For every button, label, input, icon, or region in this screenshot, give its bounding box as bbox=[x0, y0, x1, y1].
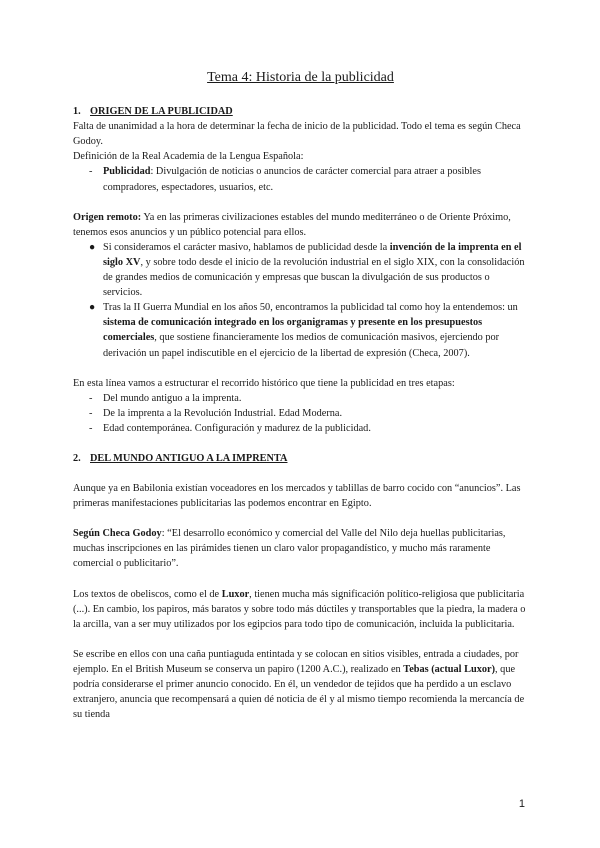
bold-label: Según Checa Godoy bbox=[73, 528, 162, 540]
dash-marker: - bbox=[89, 407, 93, 419]
paragraph: Origen remoto: Ya en las primeras civilizaciones estables del mundo mediterráneo o de Oriente Próximo, tenemos esos anuncios y un público potencial para ellos. bbox=[73, 211, 511, 238]
definition-list bbox=[73, 164, 528, 194]
bullet-list bbox=[73, 240, 528, 361]
dash-marker: - bbox=[89, 392, 93, 404]
bullet-icon: ● bbox=[89, 241, 96, 253]
section-title: ORIGEN DE LA PUBLICIDAD bbox=[90, 106, 233, 118]
dash-marker: - bbox=[89, 422, 93, 434]
list-item: ● Tras la II Guerra Mundial en los años 50, encontramos la publicidad tal como hoy la entendemos: un sistema de comunicación integrado en los organigramas y presente en los presupuestos comerciales, que sostiene financieramente los medios de comunicación masivos, ejerciendo por derivación un papel indiscutible en el ejercicio de la libertad de expresión (Checa, 2007). bbox=[73, 300, 528, 360]
section-number: 1. bbox=[73, 106, 81, 118]
paragraph: Aunque ya en Babilonia existían voceadores en los mercados y tablillas de barro cocido con “anuncios”. Las primeras manifestaciones publicitarias las podemos encontrar en Egipto. bbox=[73, 483, 521, 510]
definition-term: Publicidad bbox=[103, 166, 151, 178]
section-title: DEL MUNDO ANTIGUO A LA IMPRENTA bbox=[90, 452, 288, 464]
paragraph: Definición de la Real Academia de la Lengua Española: bbox=[73, 151, 304, 163]
document-page bbox=[73, 70, 528, 722]
list-item: - De la imprenta a la Revolución Industrial. Edad Moderna. bbox=[73, 406, 528, 421]
list-item: - Edad contemporánea. Configuración y madurez de la publicidad. bbox=[73, 421, 528, 436]
bold-label: Origen remoto: bbox=[73, 211, 142, 223]
section-number: 2. bbox=[73, 452, 81, 464]
paragraph: Falta de unanimidad a la hora de determinar la fecha de inicio de la publicidad. Todo el tema es según Checa Godoy. bbox=[73, 121, 521, 148]
paragraph: Los textos de obeliscos, como el de Luxor, tienen mucha más significación político-religiosa que publicitaria (...). En cambio, los papiros, más baratos y sobre todo más dúctiles y transportables que la piedra, la madera o la arcilla, van a ser muy utilizados por los egipcios para todo tipo de comunicación, incluida la publicitaria. bbox=[73, 588, 526, 630]
bullet-icon: ● bbox=[89, 302, 96, 314]
section-heading-1 bbox=[73, 104, 528, 119]
paragraph: Según Checa Godoy: “El desarrollo económico y comercial del Valle del Nilo deja huellas publicitarias, muchas inscripciones en las pirámides tienen un claro valor propagandístico, y mucho más raramente comercial o publicitario”. bbox=[73, 528, 506, 570]
stages-list bbox=[73, 391, 528, 436]
dash-marker: - bbox=[89, 166, 93, 178]
list-item: - Del mundo antiguo a la imprenta. bbox=[73, 391, 528, 406]
paragraph: En esta línea vamos a estructurar el recorrido histórico que tiene la publicidad en tres etapas: bbox=[73, 377, 455, 389]
list-item bbox=[73, 164, 528, 194]
page-number: 1 bbox=[518, 798, 525, 810]
definition-text: : Divulgación de noticias o anuncios de carácter comercial para atraer a posibles compradores, espectadores, usuarios, etc. bbox=[103, 166, 481, 193]
paragraph: Se escribe en ellos con una caña puntiaguda entintada y se colocan en sitios visibles, entrada a ciudades, por ejemplo. En el British Museum se conserva un papiro (1200 A.C.), realizado en Tebas (actual Luxor), que podría considerarse el primer anuncio conocido. En él, un vendedor de tejidos que ha perdido a un esclavo extranjero, anuncia que recompensará a quien dé noticia de él y al mismo tiempo recomienda la mercancía de su tienda bbox=[73, 648, 525, 721]
page-title: Tema 4: Historia de la publicidad bbox=[207, 70, 394, 85]
list-item: ● Si consideramos el carácter masivo, hablamos de publicidad desde la invención de la imprenta en el siglo XV, y sobre todo desde el inicio de la revolución industrial en el siglo XIX, con la consolidación de grandes medios de comunicación y empresas que buscan la divulgación de sus productos o servicios. bbox=[73, 240, 528, 300]
section-heading-2 bbox=[73, 451, 528, 466]
